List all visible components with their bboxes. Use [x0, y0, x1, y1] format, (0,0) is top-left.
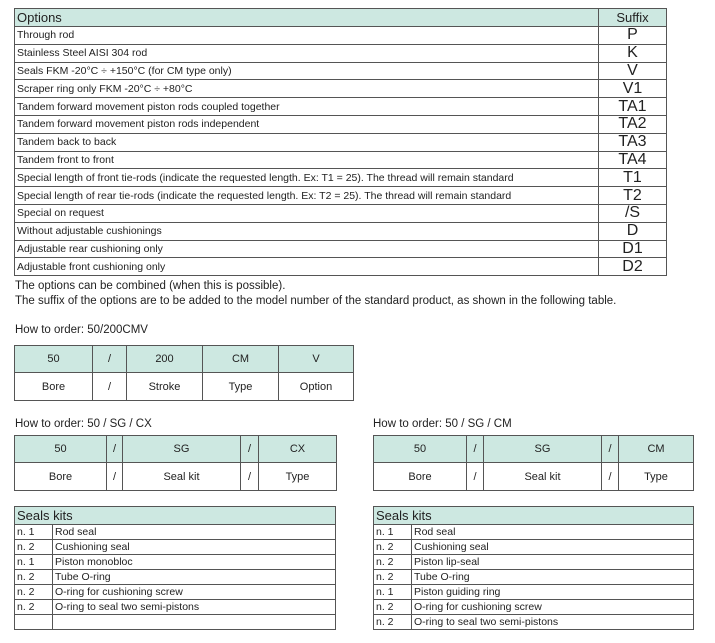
options-header: Options — [15, 9, 599, 27]
order2-table — [14, 435, 337, 491]
option-suffix: K — [599, 44, 667, 62]
option-description: Special length of rear tie-rods (indicate the requested length. Ex: T2 = 25). The thread will remain standard — [15, 187, 599, 205]
note-suffix: The suffix of the options are to be added to the model number of the standard product, as shown in the following table. — [15, 295, 617, 307]
order3-label-cell: Type — [619, 463, 694, 491]
option-description: Special length of front tie-rods (indicate the requested length. Ex: T1 = 25). The thread will remain standard — [15, 169, 599, 187]
suffix-header: Suffix — [599, 9, 667, 27]
order3-code-cell: / — [467, 436, 484, 463]
seal-name: Piston guiding ring — [412, 585, 694, 600]
seal-kit-row — [15, 540, 336, 555]
seal-kit-row — [15, 615, 336, 630]
option-suffix: TA2 — [599, 115, 667, 133]
seal-kit-row — [15, 600, 336, 615]
order3-code-cell: / — [602, 436, 619, 463]
seal-kit-row — [15, 555, 336, 570]
seal-quantity: n. 2 — [374, 555, 412, 570]
order1-code-cell: CM — [203, 346, 279, 373]
order2-code-row — [15, 436, 337, 463]
order3-label-cell: / — [467, 463, 484, 491]
order3-code-cell: SG — [484, 436, 602, 463]
seal-quantity: n. 2 — [15, 585, 53, 600]
option-row — [15, 115, 667, 133]
order3-label-row — [374, 463, 694, 491]
option-suffix: D1 — [599, 240, 667, 258]
option-row — [15, 44, 667, 62]
order1-label-row — [15, 373, 354, 401]
option-row — [15, 169, 667, 187]
order1-code-row — [15, 346, 354, 373]
order2-label-cell: Bore — [15, 463, 107, 491]
option-description: Without adjustable cushionings — [15, 222, 599, 240]
seal-name: O-ring for cushioning screw — [412, 600, 694, 615]
option-description: Scraper ring only FKM -20°C ÷ +80°C — [15, 80, 599, 98]
option-row — [15, 27, 667, 45]
seal-quantity: n. 2 — [374, 540, 412, 555]
seal-name: Tube O-ring — [412, 570, 694, 585]
order2-code-cell: / — [241, 436, 259, 463]
option-row — [15, 133, 667, 151]
seal-name: Piston lip-seal — [412, 555, 694, 570]
option-row — [15, 98, 667, 116]
order2-label-cell: Seal kit — [123, 463, 241, 491]
order3-label-cell: Seal kit — [484, 463, 602, 491]
seal-kit-row — [374, 585, 694, 600]
seal-name — [53, 615, 336, 630]
order1-table — [14, 345, 354, 401]
option-description: Seals FKM -20°C ÷ +150°C (for CM type only) — [15, 62, 599, 80]
order2-label-cell: Type — [259, 463, 337, 491]
seal-kit-row — [15, 525, 336, 540]
option-row — [15, 151, 667, 169]
order3-code-cell: 50 — [374, 436, 467, 463]
option-row — [15, 80, 667, 98]
option-suffix: T2 — [599, 187, 667, 205]
seal-quantity: n. 2 — [15, 570, 53, 585]
seal-quantity: n. 2 — [374, 600, 412, 615]
kit1-header-row — [15, 507, 336, 525]
option-description: Adjustable front cushioning only — [15, 258, 599, 276]
order2-code-cell: / — [107, 436, 123, 463]
seal-kit-table-2 — [373, 506, 694, 630]
option-suffix: P — [599, 27, 667, 45]
options-header-row — [15, 9, 667, 27]
order1-label-cell: / — [93, 373, 127, 401]
seal-kit-row — [374, 540, 694, 555]
option-suffix: TA1 — [599, 98, 667, 116]
seal-kit-row — [374, 570, 694, 585]
order2-label-cell: / — [107, 463, 123, 491]
seal-quantity: n. 1 — [374, 525, 412, 540]
kit1-title: Seals kits — [15, 507, 336, 525]
order3-table — [373, 435, 694, 491]
seal-name: Cushioning seal — [412, 540, 694, 555]
option-description: Tandem front to front — [15, 151, 599, 169]
kit2-header-row — [374, 507, 694, 525]
seal-name: Piston monobloc — [53, 555, 336, 570]
option-suffix: /S — [599, 204, 667, 222]
order1-label-cell: Type — [203, 373, 279, 401]
seal-kit-row — [374, 555, 694, 570]
seal-kit-row — [374, 525, 694, 540]
order2-code-cell: CX — [259, 436, 337, 463]
seal-kit-table-1 — [14, 506, 336, 630]
seal-quantity: n. 2 — [374, 570, 412, 585]
note-combined: The options can be combined (when this is possible). — [15, 280, 286, 292]
order2-code-cell: SG — [123, 436, 241, 463]
option-row — [15, 240, 667, 258]
option-description: Tandem forward movement piston rods coupled together — [15, 98, 599, 116]
seal-name: O-ring to seal two semi-pistons — [53, 600, 336, 615]
order1-label-cell: Bore — [15, 373, 93, 401]
seal-name: Tube O-ring — [53, 570, 336, 585]
seal-quantity — [15, 615, 53, 630]
seal-name: O-ring for cushioning screw — [53, 585, 336, 600]
order3-title: How to order: 50 / SG / CM — [373, 418, 512, 430]
option-description: Tandem back to back — [15, 133, 599, 151]
order3-label-cell: / — [602, 463, 619, 491]
option-suffix: V1 — [599, 80, 667, 98]
option-description: Special on request — [15, 204, 599, 222]
seal-name: Rod seal — [53, 525, 336, 540]
order1-code-cell: / — [93, 346, 127, 373]
seal-kit-row — [374, 615, 694, 630]
order3-code-row — [374, 436, 694, 463]
option-suffix: T1 — [599, 169, 667, 187]
option-suffix: TA3 — [599, 133, 667, 151]
option-suffix: D — [599, 222, 667, 240]
seal-name: Cushioning seal — [53, 540, 336, 555]
seal-kit-row — [374, 600, 694, 615]
order1-label-cell: Option — [279, 373, 354, 401]
seal-name: O-ring to seal two semi-pistons — [412, 615, 694, 630]
seal-quantity: n. 1 — [15, 525, 53, 540]
option-description: Adjustable rear cushioning only — [15, 240, 599, 258]
order2-label-cell: / — [241, 463, 259, 491]
seal-quantity: n. 1 — [15, 555, 53, 570]
option-suffix: D2 — [599, 258, 667, 276]
option-row — [15, 187, 667, 205]
order1-code-cell: V — [279, 346, 354, 373]
seal-quantity: n. 1 — [374, 585, 412, 600]
seal-quantity: n. 2 — [374, 615, 412, 630]
seal-kit-row — [15, 585, 336, 600]
order2-label-row — [15, 463, 337, 491]
order2-title: How to order: 50 / SG / CX — [15, 418, 152, 430]
kit2-title: Seals kits — [374, 507, 694, 525]
order3-code-cell: CM — [619, 436, 694, 463]
seal-kit-row — [15, 570, 336, 585]
order1-code-cell: 50 — [15, 346, 93, 373]
option-description: Through rod — [15, 27, 599, 45]
order1-code-cell: 200 — [127, 346, 203, 373]
option-suffix: TA4 — [599, 151, 667, 169]
option-row — [15, 258, 667, 276]
order1-label-cell: Stroke — [127, 373, 203, 401]
order1-title: How to order: 50/200CMV — [15, 324, 148, 336]
option-row — [15, 62, 667, 80]
option-suffix: V — [599, 62, 667, 80]
option-row — [15, 222, 667, 240]
option-row — [15, 204, 667, 222]
seal-quantity: n. 2 — [15, 540, 53, 555]
order3-label-cell: Bore — [374, 463, 467, 491]
options-table — [14, 8, 667, 276]
option-description: Stainless Steel AISI 304 rod — [15, 44, 599, 62]
seal-quantity: n. 2 — [15, 600, 53, 615]
option-description: Tandem forward movement piston rods independent — [15, 115, 599, 133]
order2-code-cell: 50 — [15, 436, 107, 463]
seal-name: Rod seal — [412, 525, 694, 540]
